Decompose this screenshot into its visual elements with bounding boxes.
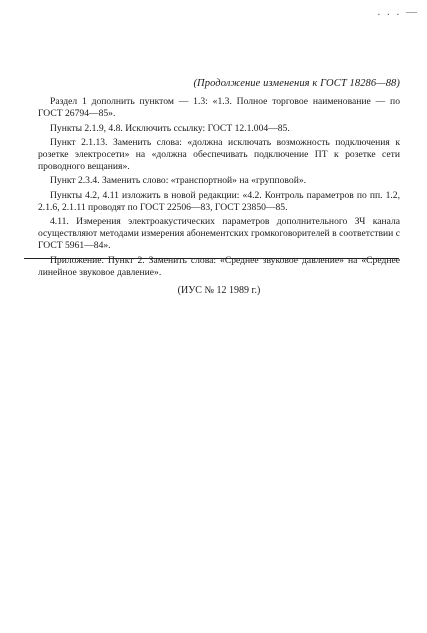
paragraph-item-2-1-13: Пункт 2.1.13. Заменить слова: «должна исключать возможность подключения к розетке электросети» на «должна обеспечивать подключение ПТ к розетке сети проводного вещания».: [38, 136, 400, 173]
paragraph-appendix: Приложение. Пункт 2. Заменить слова: «Среднее звуковое давление» на «Среднее линейное звуковое давление».: [38, 254, 400, 278]
paragraph-section-1: Раздел 1 дополнить пунктом — 1.3: «1.3. Полное торговое наименование — по ГОСТ 26794—85».: [38, 96, 400, 120]
continuation-header: (Продолжение изменения к ГОСТ 18286—88): [193, 78, 400, 89]
corner-marks: . . . —: [377, 6, 419, 18]
document-body: [38, 78, 400, 297]
horizontal-rule: [24, 258, 399, 259]
paragraph-item-2-3-4: Пункт 2.3.4. Заменить слово: «транспортной» на «групповой».: [50, 175, 307, 187]
issue-reference: (ИУС № 12 1989 г.): [177, 285, 261, 297]
paragraph-items-2-1-9: Пункты 2.1.9, 4.8. Исключить ссылку: ГОСТ 12.1.004—85.: [50, 122, 290, 134]
paragraph-item-4-11: 4.11. Измерения электроакустических параметров дополнительного ЗЧ канала осуществляют методами измерения абонементских громкоговорителей в соответствии с ГОСТ 5961—84».: [38, 216, 400, 252]
paragraph-items-4-2: Пункты 4.2, 4.11 изложить в новой редакции: «4.2. Контроль параметров по пп. 1.2, 2.1.6, 2.1.11 проводят по ГОСТ 22506—83, ГОСТ 23850—85.: [38, 189, 400, 213]
